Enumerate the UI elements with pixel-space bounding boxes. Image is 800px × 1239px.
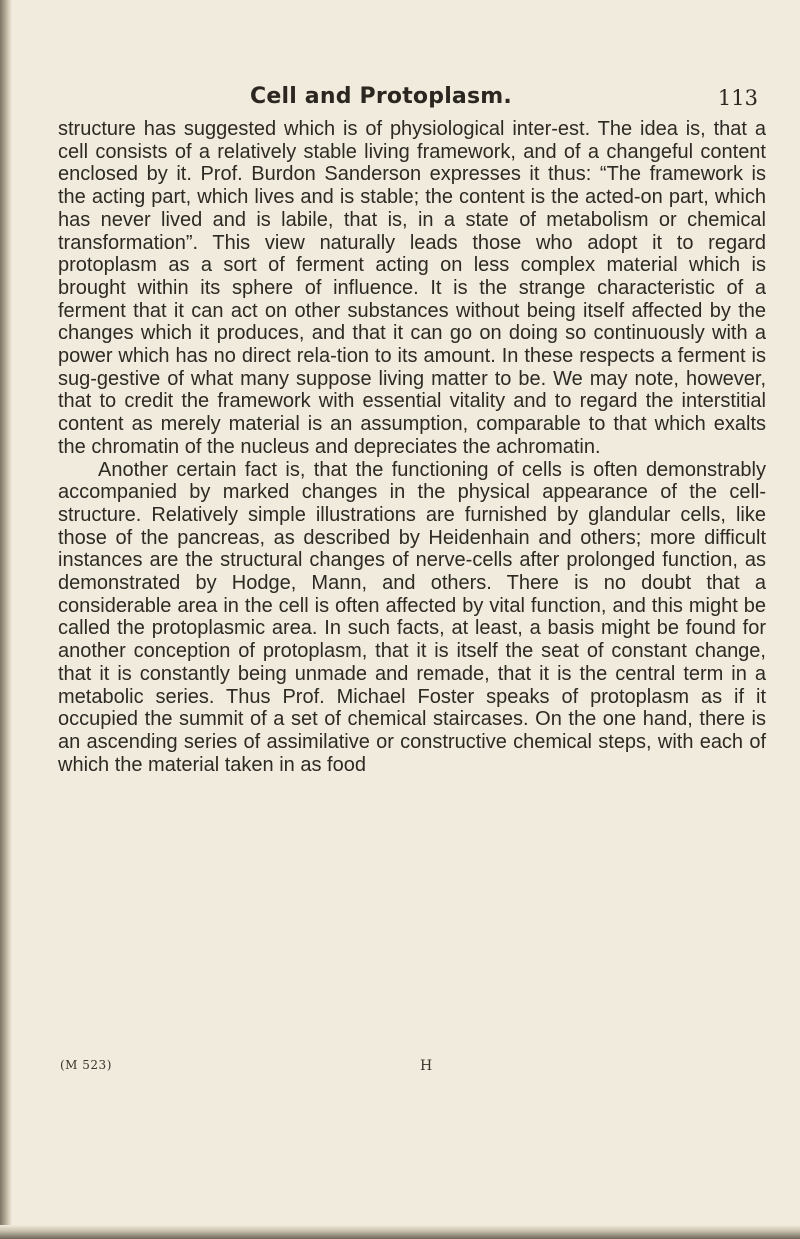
book-spine-shadow [0,0,12,1239]
page-footer [60,1058,770,1078]
body-text [58,118,766,776]
signature-code: (M 523) [60,1058,112,1072]
page-number: 113 [717,86,758,110]
paragraph-1: structure has suggested which is of physiological inter-est. The idea is, that a cell consists of a relatively stable living framework, and of a changeful content enclosed by it. Prof. Burdon Sanderson expresses it thus: “The framework is the acting part, which lives and is stable; the content is the acted-on part, which has never lived and is labile, that is, in a state of metabolism or chemical transformation”. This view naturally leads those who adopt it to regard protoplasm as a sort of ferment acting on less complex material which is brought within its sphere of influence. It is the strange characteristic of a ferment that it can act on other substances without being itself affected by the changes which it produces, and that it can go on doing so continuously with a power which has no direct rela-tion to its amount. In these respects a ferment is sug-gestive of what many suppose living matter to be. We may note, however, that to credit the framework with essential vitality and to regard the interstitial content as merely material is an assumption, comparable to that which exalts the chromatin of the nucleus and depreciates the achromatin. [58,118,766,458]
page-header [60,80,770,120]
running-head: Cell and Protoplasm. [250,84,512,109]
page-bottom-edge [0,1225,800,1239]
signature-letter: H [420,1058,433,1074]
paragraph-2: Another certain fact is, that the functioning of cells is often demonstrably accompanied by marked changes in the physical appearance of the cell-structure. Relatively simple illustrations are furnished by glandular cells, like those of the pancreas, as described by Heidenhain and others; more difficult instances are the structural changes of nerve-cells after prolonged function, as demonstrated by Hodge, Mann, and others. There is no doubt that a considerable area in the cell is often affected by vital function, and this might be called the protoplasmic area. In such facts, at least, a basis might be found for another conception of protoplasm, that it is itself the seat of constant change, that it is constantly being unmade and remade, that it is the central term in a metabolic series. Thus Prof. Michael Foster speaks of protoplasm as if it occupied the summit of a set of chemical staircases. On the one hand, there is an ascending series of assimilative or constructive chemical steps, with each of which the material taken in as food [58,458,766,776]
